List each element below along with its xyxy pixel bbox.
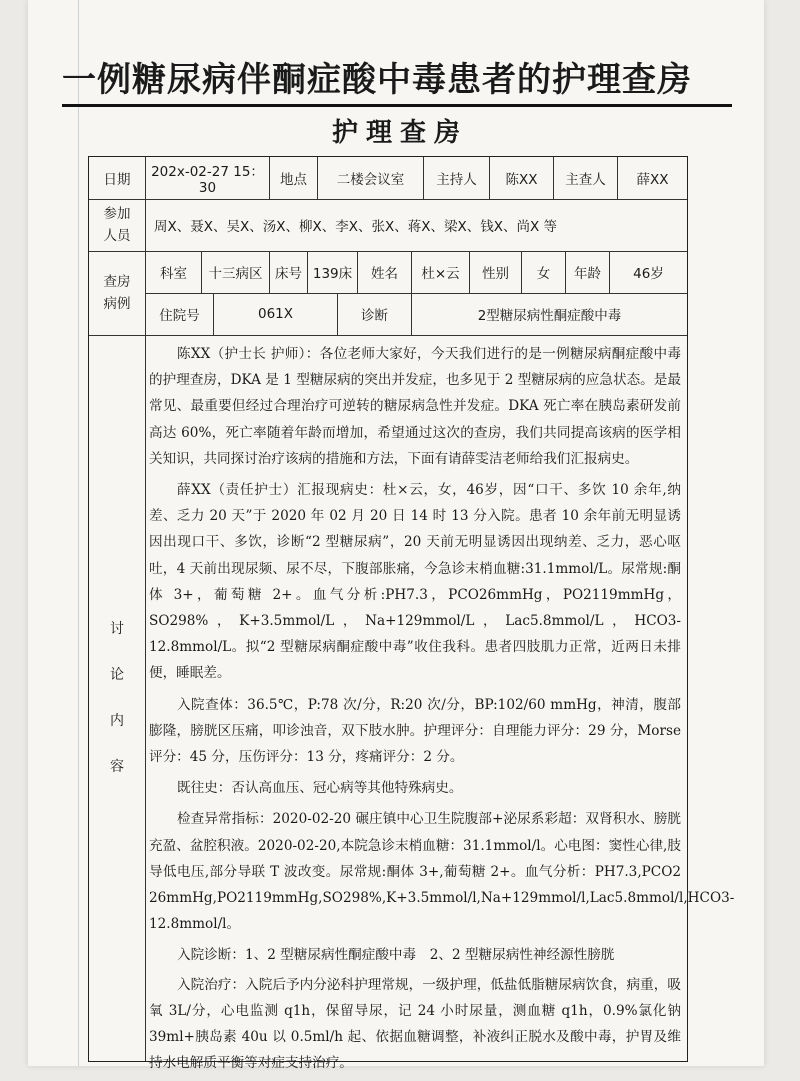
discussion-label-char: 内 xyxy=(110,713,124,729)
admission-value: 061X xyxy=(213,293,337,335)
paragraph-past-history: 既往史：否认高血压、冠心病等其他特殊病史。 xyxy=(177,780,463,797)
dept-label: 科室 xyxy=(145,251,201,293)
diagnosis-value: 2型糖尿病性酮症酸中毒 xyxy=(411,293,687,335)
form-row-meeting-info xyxy=(89,157,687,200)
form-row-participants xyxy=(89,199,687,252)
discussion-label-char: 讨 xyxy=(110,621,124,637)
participants-label: 参加人员 xyxy=(103,206,131,244)
place-label: 地点 xyxy=(269,157,317,199)
paragraph-abnormal-tests: 检查异常指标：2020-02-20 碾庄镇中心卫生院腹部+泌尿系彩超：双肾积水、膀胱充盈、盆腔积液。2020-02-20,本院急诊末梢血糖：31.1mmol/l。心电图：窦性心律,肢导低电压,部分导联 T 波改变。尿常规:酮体 3+,葡萄糖 2+。血气分析：PH7.3,PCO2 26mmHg,PO2119mmHg,SO298%,K+3.5mmol/l,Na+129mmol/l,Lac5.8mmol/l,HCO3-12.8mmol/l。 xyxy=(149,811,735,933)
document-title: 一例糖尿病伴酮症酸中毒患者的护理查房 xyxy=(62,58,732,107)
document-subtitle: 护理查房 xyxy=(331,118,468,148)
place-value: 二楼会议室 xyxy=(317,157,423,199)
margin-line xyxy=(78,0,79,1066)
admission-label: 住院号 xyxy=(145,293,213,335)
dept-value: 十三病区 xyxy=(201,251,269,293)
ward-round-form xyxy=(88,156,735,1072)
paragraph-current-history: 薛XX（责任护士）汇报现病史：杜×云，女，46岁，因“口干、多饮 10 余年,纳差、乏力 20 天”于 2020 年 02 月 20 日 14 时 13 分入院。患者 10 余年前无明显诱因出现口干、多饮，诊断“2 型糖尿病”，20 天前无明显诱因出现纳差、乏力，恶心呕吐，4 天前出现尿频、尿不尽，下腹部胀痛，今急诊末梢血糖:31.1mmol/L。尿常规:酮体 3+，葡萄糖 2+。血气分析:PH7.3，PCO26mmHg，PO2119mmHg，SO298%，K+3.5mmol/L，Na+129mmol/L，Lac5.8mmol/L，HCO3-12.8mmol/L。拟“2 型糖尿病酮症酸中毒”收住我科。患者四肢肌力正常，近两日未排便，睡眠差。 xyxy=(149,482,681,682)
name-label: 姓名 xyxy=(357,251,411,293)
discussion-content xyxy=(149,341,735,1081)
bed-label: 床号 xyxy=(269,251,307,293)
discussion-divider xyxy=(145,335,146,1061)
age-label: 年龄 xyxy=(565,251,609,293)
inspector-value: 薛XX xyxy=(617,157,687,199)
date-value: 202x-02-27 15：30 xyxy=(145,157,269,199)
participants-value: 周X、聂X、吴X、汤X、柳X、李X、张X、蒋X、梁X、钱X、尚X 等 xyxy=(145,199,687,251)
form-row-case xyxy=(89,251,687,336)
host-value: 陈XX xyxy=(489,157,553,199)
paragraph-admission-diagnosis: 入院诊断：1、2 型糖尿病性酮症酸中毒 2、2 型糖尿病性神经源性膀胱 xyxy=(177,947,615,964)
date-label: 日期 xyxy=(103,172,131,188)
bed-value: 139床 xyxy=(307,251,357,293)
discussion-label-char: 论 xyxy=(110,667,124,683)
host-label: 主持人 xyxy=(423,157,489,199)
case-label: 查房病例 xyxy=(103,274,131,312)
paragraph-head-nurse-intro: 陈XX（护士长 护师）：各位老师大家好，今天我们进行的是一例糖尿病酮症酸中毒的护理查房，DKA 是 1 型糖尿病的突出并发症，也多见于 2 型糖尿病的应急状态。是最常见、最重要但经过合理治疗可逆转的糖尿病急性并发症。DKA 死亡率在胰岛素研发前高达 60%，死亡率随着年龄而增加，希望通过这次的查房，我们共同提高该病的医学相关知识，共同探讨治疗该病的措施和方法，下面有请薛雯洁老师给我们汇报病史。 xyxy=(149,346,681,467)
age-value: 46岁 xyxy=(609,251,687,293)
name-value: 杜×云 xyxy=(411,251,469,293)
discussion-label xyxy=(89,335,145,1061)
paragraph-admission-treatment: 入院治疗：入院后予内分泌科护理常规，一级护理，低盐低脂糖尿病饮食，病重，吸氧 3L/分，心电监测 q1h，保留导尿，记 24 小时尿量，测血糖 q1h，0.9%氯化钠 39ml+胰岛素 40u 以 0.5ml/h 起、依据血糖调整，补液纠正脱水及酸中毒，护胃及维持水电解质平衡等对症支持治疗。 xyxy=(149,976,681,1072)
case-subrow-upper xyxy=(145,251,687,294)
sex-value: 女 xyxy=(521,251,565,293)
sex-label: 性别 xyxy=(469,251,521,293)
diagnosis-label: 诊断 xyxy=(337,293,411,335)
inspector-label: 主查人 xyxy=(553,157,617,199)
paragraph-physical-exam: 入院查体：36.5℃，P:78 次/分，R:20 次/分，BP:102/60 mmHg，神清，腹部膨隆，膀胱区压痛，叩诊浊音，双下肢水肿。护理评分：自理能力评分：29 分，Morse 评分：45 分，压伤评分：13 分，疼痛评分：2 分。 xyxy=(149,696,681,766)
discussion-label-char: 容 xyxy=(110,759,124,775)
case-subrow-lower xyxy=(145,293,687,335)
